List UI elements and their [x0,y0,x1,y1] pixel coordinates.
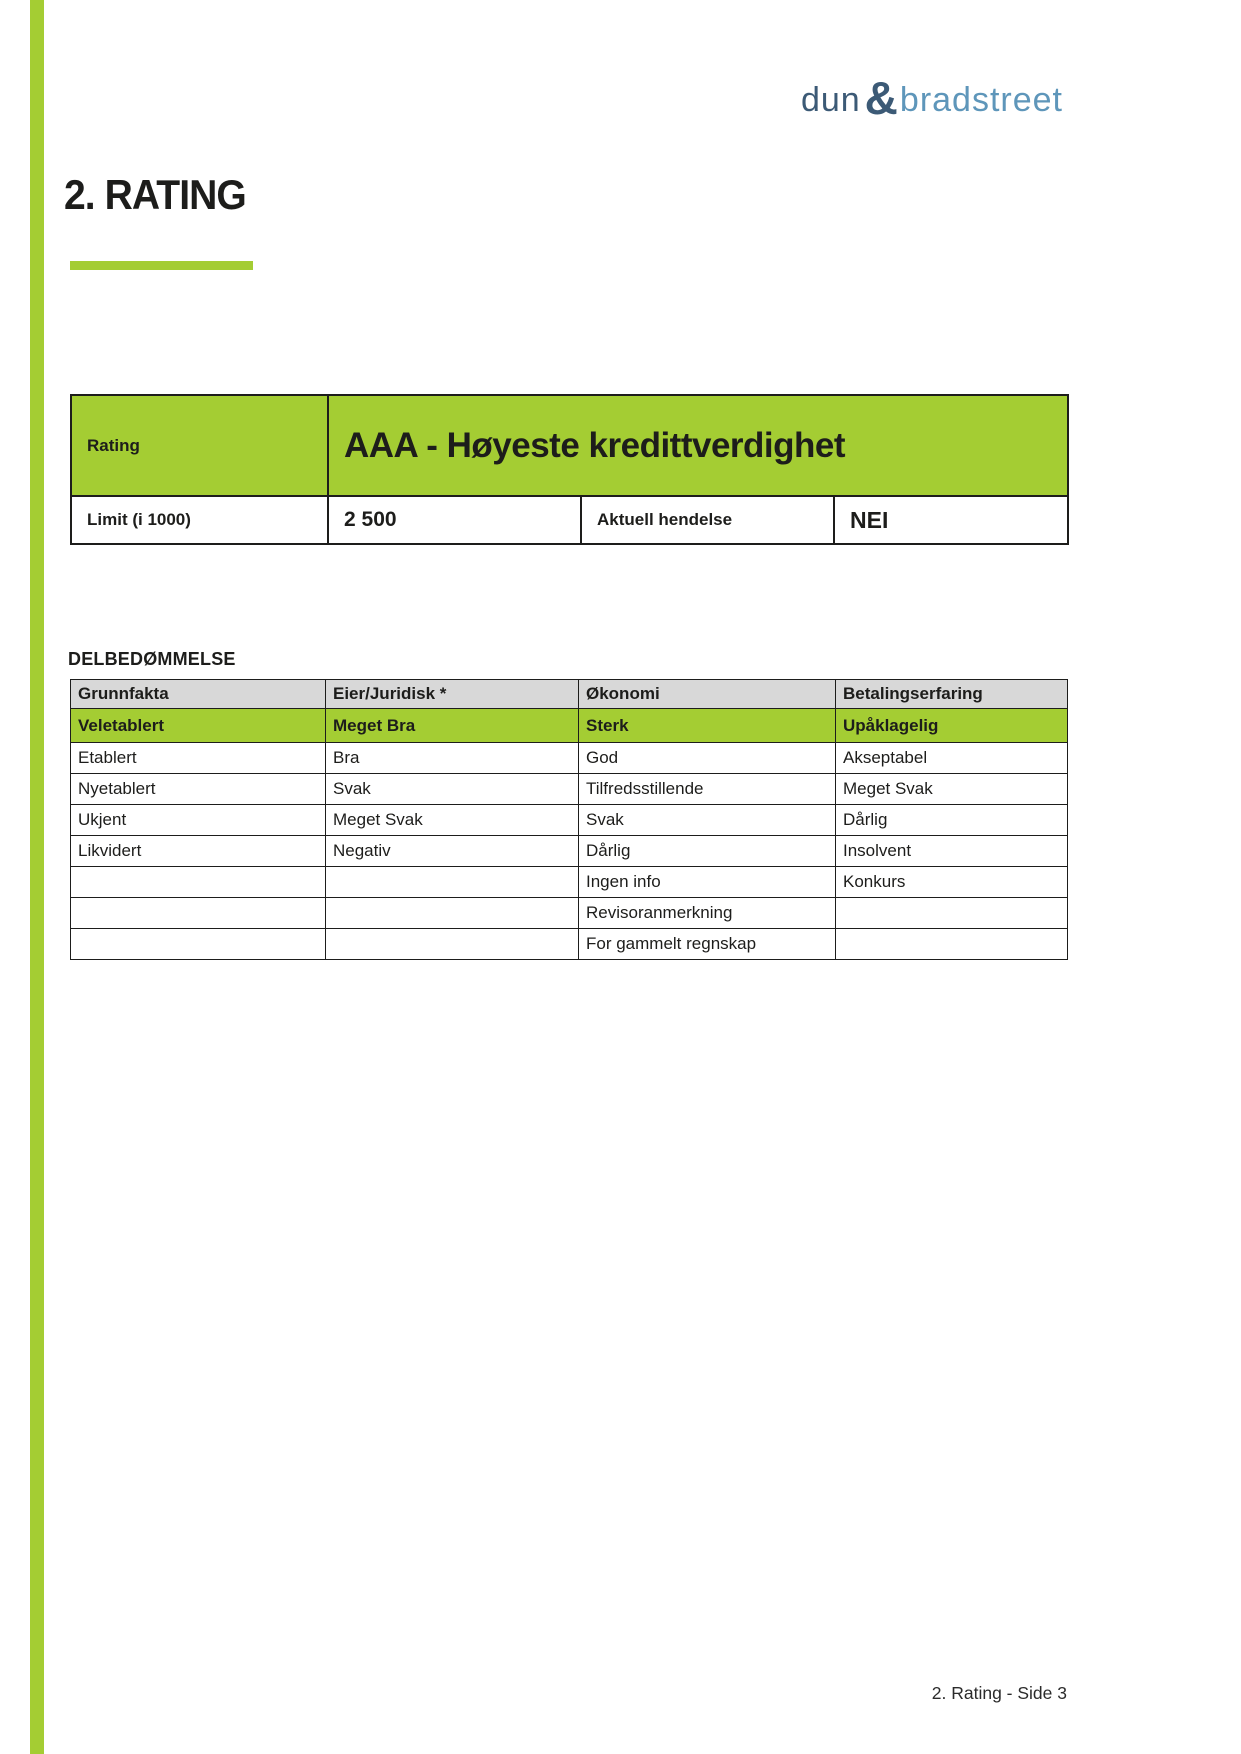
column-header-grunnfakta: Grunnfakta [71,680,326,709]
table-row [71,867,1068,898]
highlighted-rating-row [71,709,1068,743]
rating-value-cell: AAA - Høyeste kredittverdighet [328,395,1068,496]
table-row [71,929,1068,960]
table-cell: Tilfredsstillende [579,774,836,805]
table-cell: Konkurs [836,867,1068,898]
table-cell: Svak [579,805,836,836]
column-header-row [71,680,1068,709]
heading-underline [70,261,253,270]
rating-header-row [71,395,1068,496]
table-cell: Meget Svak [326,805,579,836]
rating-detail-row [71,496,1068,544]
table-cell: Svak [326,774,579,805]
table-cell: God [579,743,836,774]
logo-text-dun: dun [800,81,861,119]
table-cell [71,929,326,960]
delbedommelse-table [70,679,1068,960]
page-title: 2. RATING [64,171,246,218]
table-cell: Nyetablert [71,774,326,805]
table-row [71,774,1068,805]
event-value-cell: NEI [834,496,1068,544]
table-cell: Etablert [71,743,326,774]
section-title-delbedommelse: DELBEDØMMELSE [68,649,236,669]
table-row [71,743,1068,774]
highlight-cell: Meget Bra [326,709,579,743]
highlight-cell: Sterk [579,709,836,743]
page-footer: 2. Rating - Side 3 [931,1683,1067,1703]
table-row [71,805,1068,836]
table-cell: Akseptabel [836,743,1068,774]
column-header-eier-juridisk: Eier/Juridisk * [326,680,579,709]
table-cell [326,898,579,929]
table-cell: Likvidert [71,836,326,867]
table-cell [71,898,326,929]
table-cell: Dårlig [836,805,1068,836]
table-cell: Revisoranmerkning [579,898,836,929]
table-cell: Ingen info [579,867,836,898]
table-cell [326,867,579,898]
rating-table [70,394,1069,545]
table-cell [836,898,1068,929]
table-row [71,898,1068,929]
table-cell: Insolvent [836,836,1068,867]
column-header-betalingserfaring: Betalingserfaring [836,680,1068,709]
table-cell [326,929,579,960]
limit-value-cell: 2 500 [328,496,581,544]
table-cell: Bra [326,743,579,774]
column-header-okonomi: Økonomi [579,680,836,709]
left-accent-bar [30,0,44,1754]
table-cell [836,929,1068,960]
table-cell: Negativ [326,836,579,867]
highlight-cell: Upåklagelig [836,709,1068,743]
rating-label-cell: Rating [71,395,328,496]
table-cell: Ukjent [71,805,326,836]
event-label-cell: Aktuell hendelse [581,496,834,544]
table-cell: Dårlig [579,836,836,867]
table-row [71,836,1068,867]
table-cell [71,867,326,898]
logo-text-bradstreet: bradstreet [899,81,1063,119]
logo-ampersand-icon: & [864,72,898,124]
table-cell: Meget Svak [836,774,1068,805]
highlight-cell: Veletablert [71,709,326,743]
table-cell: For gammelt regnskap [579,929,836,960]
dun-bradstreet-logo [801,68,1063,122]
limit-label-cell: Limit (i 1000) [71,496,328,544]
